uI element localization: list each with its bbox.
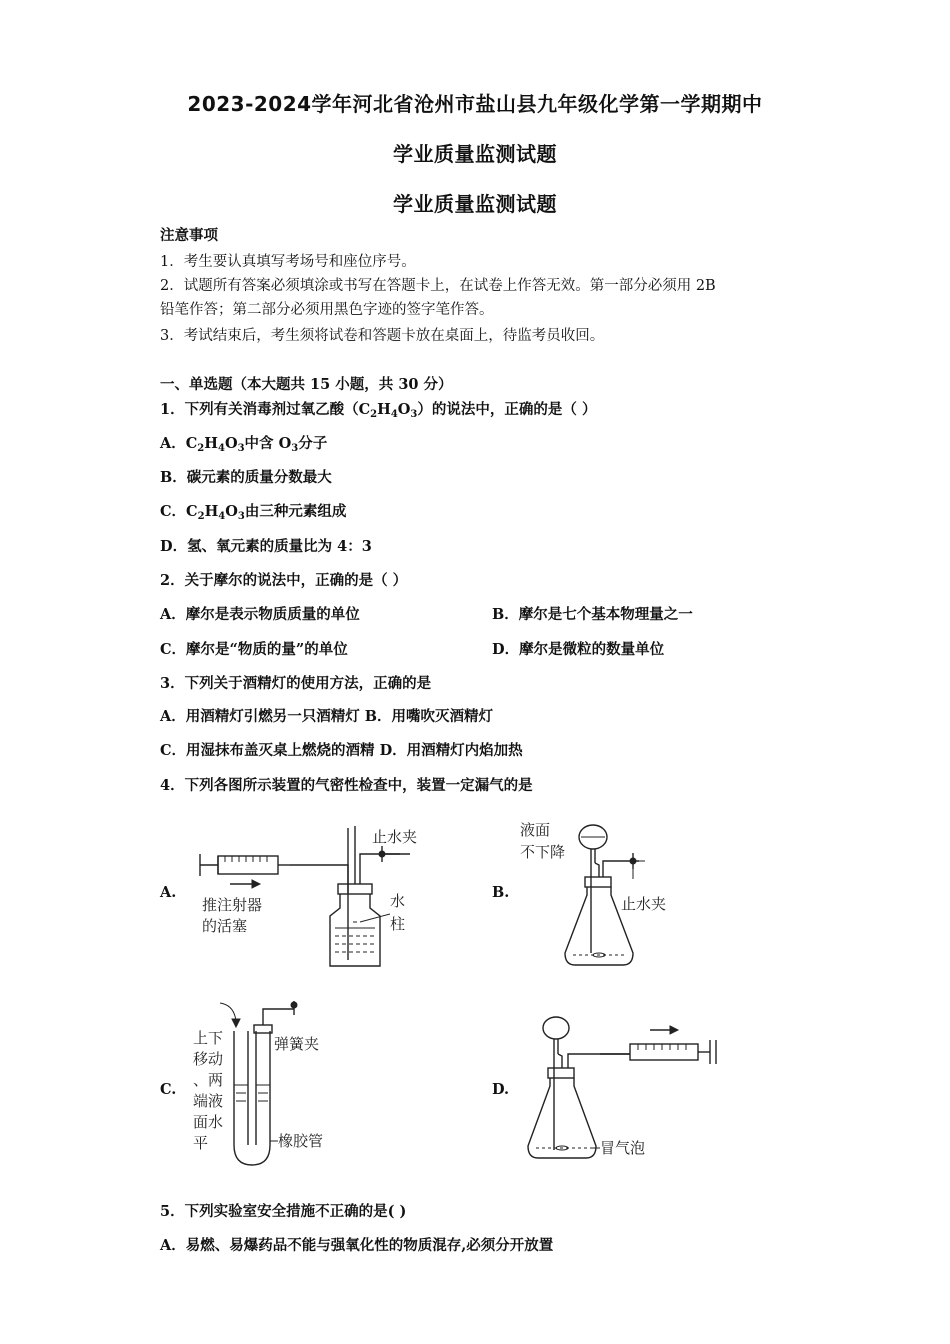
- bottle: [330, 894, 380, 966]
- question-1-option-d[interactable]: D．氢、氧元素的质量比为 4：3: [160, 538, 372, 555]
- section-1-heading: 一、单选题（本大题共 15 小题，共 30 分）: [160, 376, 453, 393]
- label-clamp-a: 止水夹: [372, 828, 418, 846]
- funnel-bulb-d: [543, 1017, 569, 1039]
- label-level-2: 不下降: [520, 843, 566, 861]
- notice-item-3: 3．考试结束后，考生须将试卷和答题卡放在桌面上，待监考员收回。: [160, 328, 605, 344]
- syringe-d: [630, 1044, 698, 1060]
- question-3-options-ab[interactable]: A．用酒精灯引燃另一只酒精灯 B．用嘴吹灭酒精灯: [160, 708, 494, 725]
- question-2-option-b[interactable]: B．摩尔是七个基本物理量之一: [492, 606, 693, 623]
- diagram-d-flask-syringe: [510, 1010, 730, 1170]
- notice-heading: 注意事项: [160, 227, 218, 244]
- exam-title-line3: 学业质量监测试题: [393, 192, 557, 216]
- question-4-label-a[interactable]: A.: [160, 884, 177, 901]
- bottle-stopper: [338, 884, 372, 894]
- notice-item-2a: 2．试题所有答案必须填涂或书写在答题卡上，在试卷上作答无效。第一部分必须用 2B: [160, 278, 716, 294]
- label-push-1: 推注射器: [202, 896, 263, 914]
- syringe-barrel: [218, 856, 278, 874]
- question-3-stem: 3．下列关于酒精灯的使用方法，正确的是: [160, 675, 432, 692]
- label-move-2: 移动: [193, 1050, 224, 1068]
- question-1-option-c[interactable]: C．$C_2H_4O_3$由三种元素组成: [160, 503, 347, 522]
- label-move-5: 面水: [193, 1113, 224, 1131]
- label-push-2: 的活塞: [202, 917, 248, 935]
- question-4-label-c[interactable]: C.: [160, 1081, 177, 1098]
- question-5-stem: 5．下列实验室安全措施不正确的是( ): [160, 1203, 407, 1220]
- diagram-c-u-tube: [190, 995, 350, 1170]
- notice-item-2b: 铅笔作答；第二部分必须用黑色字迹的签字笔作答。: [160, 302, 494, 318]
- exam-title-line2: 学业质量监测试题: [393, 142, 557, 166]
- label-spring-clamp: 弹簧夹: [274, 1035, 320, 1053]
- question-2-stem: 2．关于摩尔的说法中，正确的是（ ）: [160, 572, 408, 589]
- question-1-option-a[interactable]: A．$C_2H_4O_3$中含 $O_3$分子: [160, 435, 328, 454]
- notice-item-1: 1．考生要认真填写考场号和座位序号。: [160, 254, 416, 270]
- question-2-option-a[interactable]: A．摩尔是表示物质质量的单位: [160, 606, 360, 623]
- label-move-6: 平: [193, 1134, 209, 1152]
- question-4-label-d[interactable]: D.: [492, 1081, 510, 1098]
- question-2-option-d[interactable]: D．摩尔是微粒的数量单位: [492, 641, 665, 658]
- question-4-stem: 4．下列各图所示装置的气密性检查中，装置一定漏气的是: [160, 777, 533, 794]
- question-1-option-b[interactable]: B．碳元素的质量分数最大: [160, 469, 332, 486]
- label-clamp-b: 止水夹: [621, 895, 667, 913]
- label-rubber-tube: 橡胶管: [278, 1132, 324, 1150]
- label-bubble: 冒气泡: [600, 1139, 646, 1157]
- label-move-1: 上下: [193, 1029, 224, 1047]
- label-move-3: 、两: [193, 1071, 224, 1089]
- exam-title-line1: 2023-2024学年河北省沧州市盐山县九年级化学第一学期期中: [187, 92, 763, 116]
- question-3-options-cd[interactable]: C．用湿抹布盖灭桌上燃烧的酒精 D．用酒精灯内焰加热: [160, 742, 523, 759]
- label-water-1: 水: [390, 892, 406, 910]
- flask-stopper-d: [548, 1068, 574, 1078]
- question-2-option-c[interactable]: C．摩尔是“物质的量”的单位: [160, 641, 348, 658]
- question-4-label-b[interactable]: B.: [492, 884, 510, 901]
- diagram-a-syringe-bottle: [190, 818, 440, 973]
- question-1-stem: 1．下列有关消毒剂过氧乙酸$(C_2H_4O_3)$的说法中，正确的是（ ）: [160, 401, 597, 420]
- label-move-4: 端液: [193, 1092, 224, 1110]
- label-water-2: 柱: [390, 915, 406, 933]
- diagram-b-funnel-flask: [515, 815, 705, 975]
- flask-stopper: [585, 877, 611, 887]
- right-tube-stopper: [254, 1025, 272, 1033]
- question-5-option-a[interactable]: A．易燃、易爆药品不能与强氧化性的物质混存,必须分开放置: [160, 1237, 554, 1254]
- label-level-1: 液面: [520, 821, 551, 839]
